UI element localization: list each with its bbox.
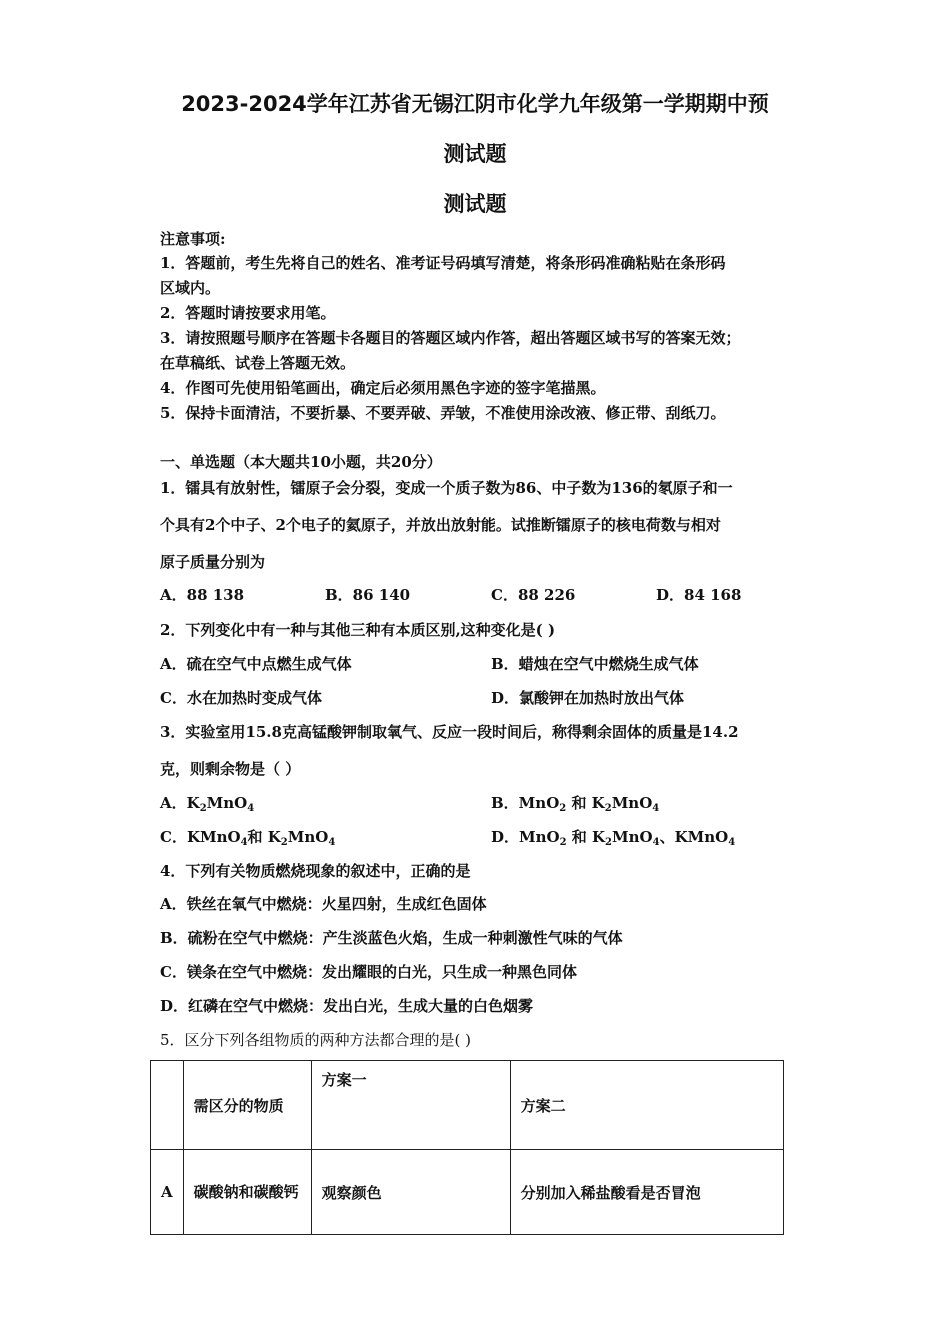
table-row: [151, 1150, 784, 1235]
table-header-cell: 方案一: [311, 1061, 510, 1150]
q1-option-c: C．88 226: [491, 586, 576, 604]
q2-option-c: C．水在加热时变成气体: [160, 689, 322, 707]
notice-item: 4．作图可先使用铅笔画出，确定后必须用黑色字迹的签字笔描黑。: [160, 379, 606, 397]
q2-option-d: D．氯酸钾在加热时放出气体: [491, 689, 685, 707]
notice-item: 5．保持卡面清洁，不要折暴、不要弄破、弄皱，不准使用涂改液、修正带、刮纸刀。: [160, 404, 726, 422]
exam-title-line3: 测试题: [443, 192, 507, 216]
q3-option-c: C．KMnO$_4$和 $K_2MnO_4$: [160, 828, 336, 848]
q1-option-d: D．84 168: [656, 586, 742, 604]
q3-option-a: A．$K_2MnO_4$: [160, 794, 255, 814]
q4-option-c: C．镁条在空气中燃烧：发出耀眼的白光，只生成一种黑色同体: [160, 963, 577, 981]
table-cell: 分别加入稀盐酸看是否冒泡: [510, 1150, 783, 1235]
q2-option-b: B．蜡烛在空气中燃烧生成气体: [491, 655, 699, 673]
question-5-stem: 5．区分下列各组物质的两种方法都合理的是( ): [160, 1031, 472, 1049]
notice-item: 在草稿纸、试卷上答题无效。: [160, 354, 356, 372]
notice-item: 区域内。: [160, 279, 221, 297]
q2-option-a: A．硫在空气中点燃生成气体: [160, 655, 352, 673]
exam-title-line2: 测试题: [443, 142, 507, 166]
exam-title-line1: 2023-2024学年江苏省无锡江阴市化学九年级第一学期期中预: [181, 92, 769, 116]
table-header-cell: [151, 1061, 184, 1150]
table-cell: A: [151, 1150, 184, 1235]
notice-item: 2．答题时请按要求用笔。: [160, 304, 336, 322]
question-3-line: 克，则剩余物是（ ）: [160, 760, 301, 778]
table-header-cell: 方案二: [510, 1061, 783, 1150]
table-header-row: [151, 1061, 784, 1150]
table-cell: 观察颜色: [311, 1150, 510, 1235]
notice-item: 1．答题前，考生先将自己的姓名、准考证号码填写清楚，将条形码准确粘贴在条形码: [160, 254, 726, 272]
section-heading: 一、单选题（本大题共10小题，共20分）: [160, 453, 442, 471]
notice-heading: 注意事项:: [160, 230, 226, 248]
q4-option-b: B．硫粉在空气中燃烧：产生淡蓝色火焰，生成一种刺激性气味的气体: [160, 929, 623, 947]
table-header-cell: 需区分的物质: [183, 1061, 311, 1150]
q5-table: [150, 1060, 784, 1235]
q3-option-b: B．MnO$_2$ 和 $K_2MnO_4$: [491, 794, 660, 814]
q3-option-d: D．MnO$_2$ 和 $K_2MnO_4$、KMnO$_4$: [491, 828, 736, 848]
q4-option-a: A．铁丝在氧气中燃烧：火星四射，生成红色固体: [160, 895, 487, 913]
table-cell: 碳酸钠和碳酸钙: [183, 1150, 311, 1235]
notice-item: 3．请按照题号顺序在答题卡各题目的答题区域内作答，超出答题区域书写的答案无效；: [160, 329, 741, 347]
question-1-line: 原子质量分别为: [160, 553, 266, 571]
q1-option-b: B．86 140: [325, 586, 411, 604]
question-3-line: 3．实验室用15.8克高锰酸钾制取氧气、反应一段时间后，称得剩余固体的质量是14.2: [160, 723, 739, 741]
question-2-stem: 2．下列变化中有一种与其他三种有本质区别,这种变化是( ): [160, 621, 556, 639]
q1-option-a: A．88 138: [160, 586, 245, 604]
question-1-line: 个具有2个中子、2个电子的氦原子，并放出放射能。试推断镭原子的核电荷数与相对: [160, 516, 721, 534]
question-4-stem: 4．下列有关物质燃烧现象的叙述中，正确的是: [160, 862, 471, 880]
question-1-line: 1．镭具有放射性，镭原子会分裂，变成一个质子数为86、中子数为136的氡原子和一: [160, 479, 733, 497]
q4-option-d: D．红磷在空气中燃烧：发出白光，生成大量的白色烟雾: [160, 997, 534, 1015]
